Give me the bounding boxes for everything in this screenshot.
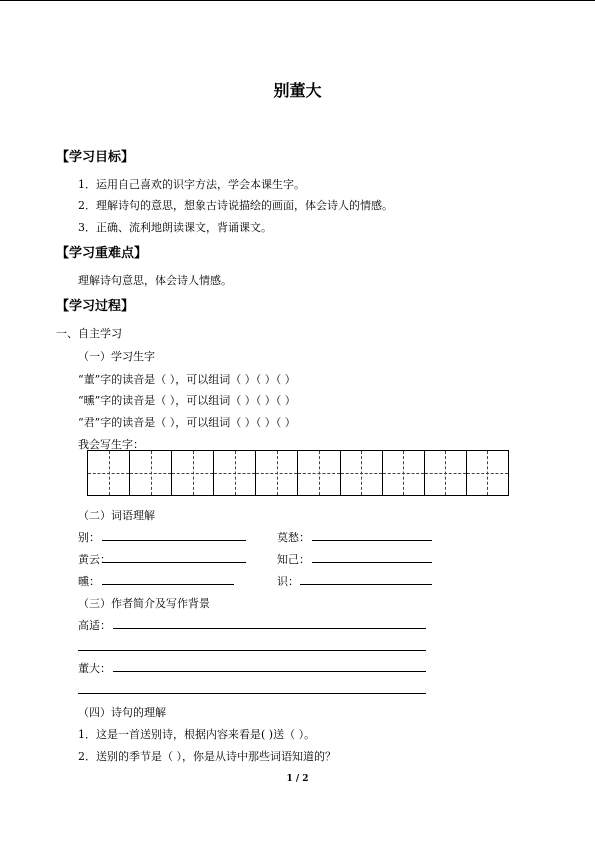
goal-item-2: 2．理解诗句的意思，想象古诗说描绘的画面，体会诗人的情感。: [78, 199, 393, 212]
sub1-heading: （一）学习生字: [78, 350, 155, 363]
answer-line[interactable]: [312, 562, 432, 563]
sub2-heading: （二）词语理解: [78, 509, 155, 522]
writing-cell[interactable]: [298, 451, 340, 495]
write-label: 我会写生字：: [78, 438, 144, 451]
char-row-xun: “曛”字的读音是（ ），可以组词（ ）（ ）（ ）: [78, 394, 296, 407]
writing-cell[interactable]: [383, 451, 425, 495]
writing-cell[interactable]: [425, 451, 467, 495]
answer-line[interactable]: [102, 562, 246, 563]
writing-cell[interactable]: [214, 451, 256, 495]
answer-line[interactable]: [113, 628, 426, 629]
writing-cell[interactable]: [467, 451, 508, 495]
goal-item-3: 3．正确、流利地朗读课文，背诵课文。: [78, 221, 272, 234]
answer-line[interactable]: [102, 540, 246, 541]
answer-line[interactable]: [300, 584, 432, 585]
word-label-bie: 别：: [78, 531, 100, 544]
part1-heading: 一、自主学习: [56, 327, 122, 340]
answer-line[interactable]: [78, 650, 426, 651]
char-row-jun: “君”字的读音是（ ），可以组词（ ）（ ）（ ）: [78, 416, 296, 429]
process-heading: 【学习过程】: [56, 299, 135, 314]
word-label-xun: 曛：: [78, 575, 100, 588]
writing-cell[interactable]: [341, 451, 383, 495]
answer-line[interactable]: [113, 671, 426, 672]
writing-cell[interactable]: [172, 451, 214, 495]
writing-grid[interactable]: [87, 450, 509, 496]
gaoshi-label: 高适：: [78, 619, 111, 632]
sub3-heading: （三）作者简介及写作背景: [78, 597, 210, 610]
char-row-dong: “董”字的读音是（ ），可以组词（ ）（ ）（ ）: [78, 373, 296, 386]
word-label-shi: 识：: [277, 575, 299, 588]
page-title: 别董大: [273, 81, 322, 100]
word-label-zhiji: 知己：: [277, 553, 310, 566]
answer-line[interactable]: [312, 540, 432, 541]
goal-item-1: 1．运用自己喜欢的识字方法，学会本课生字。: [78, 178, 305, 191]
word-label-mochou: 莫愁：: [277, 531, 310, 544]
dongda-label: 董大：: [78, 662, 111, 675]
writing-cell[interactable]: [256, 451, 298, 495]
question-1: 1．这是一首送别诗，根据内容来看是( )送（ ）。: [78, 728, 316, 741]
question-2: 2．送别的季节是（ ），你是从诗中那些词语知道的？: [78, 750, 336, 763]
top-rule: [0, 0, 595, 1]
keypoints-heading: 【学习重难点】: [56, 246, 148, 261]
page-number: 1 / 2: [286, 774, 309, 784]
writing-cell[interactable]: [88, 451, 130, 495]
keypoints-text: 理解诗句意思，体会诗人情感。: [78, 274, 232, 287]
answer-line[interactable]: [102, 584, 234, 585]
writing-cell[interactable]: [130, 451, 172, 495]
word-label-huangyun: 黄云：: [78, 553, 111, 566]
goals-heading: 【学习目标】: [56, 150, 135, 165]
answer-line[interactable]: [78, 693, 426, 694]
sub4-heading: （四）诗句的理解: [78, 706, 166, 719]
